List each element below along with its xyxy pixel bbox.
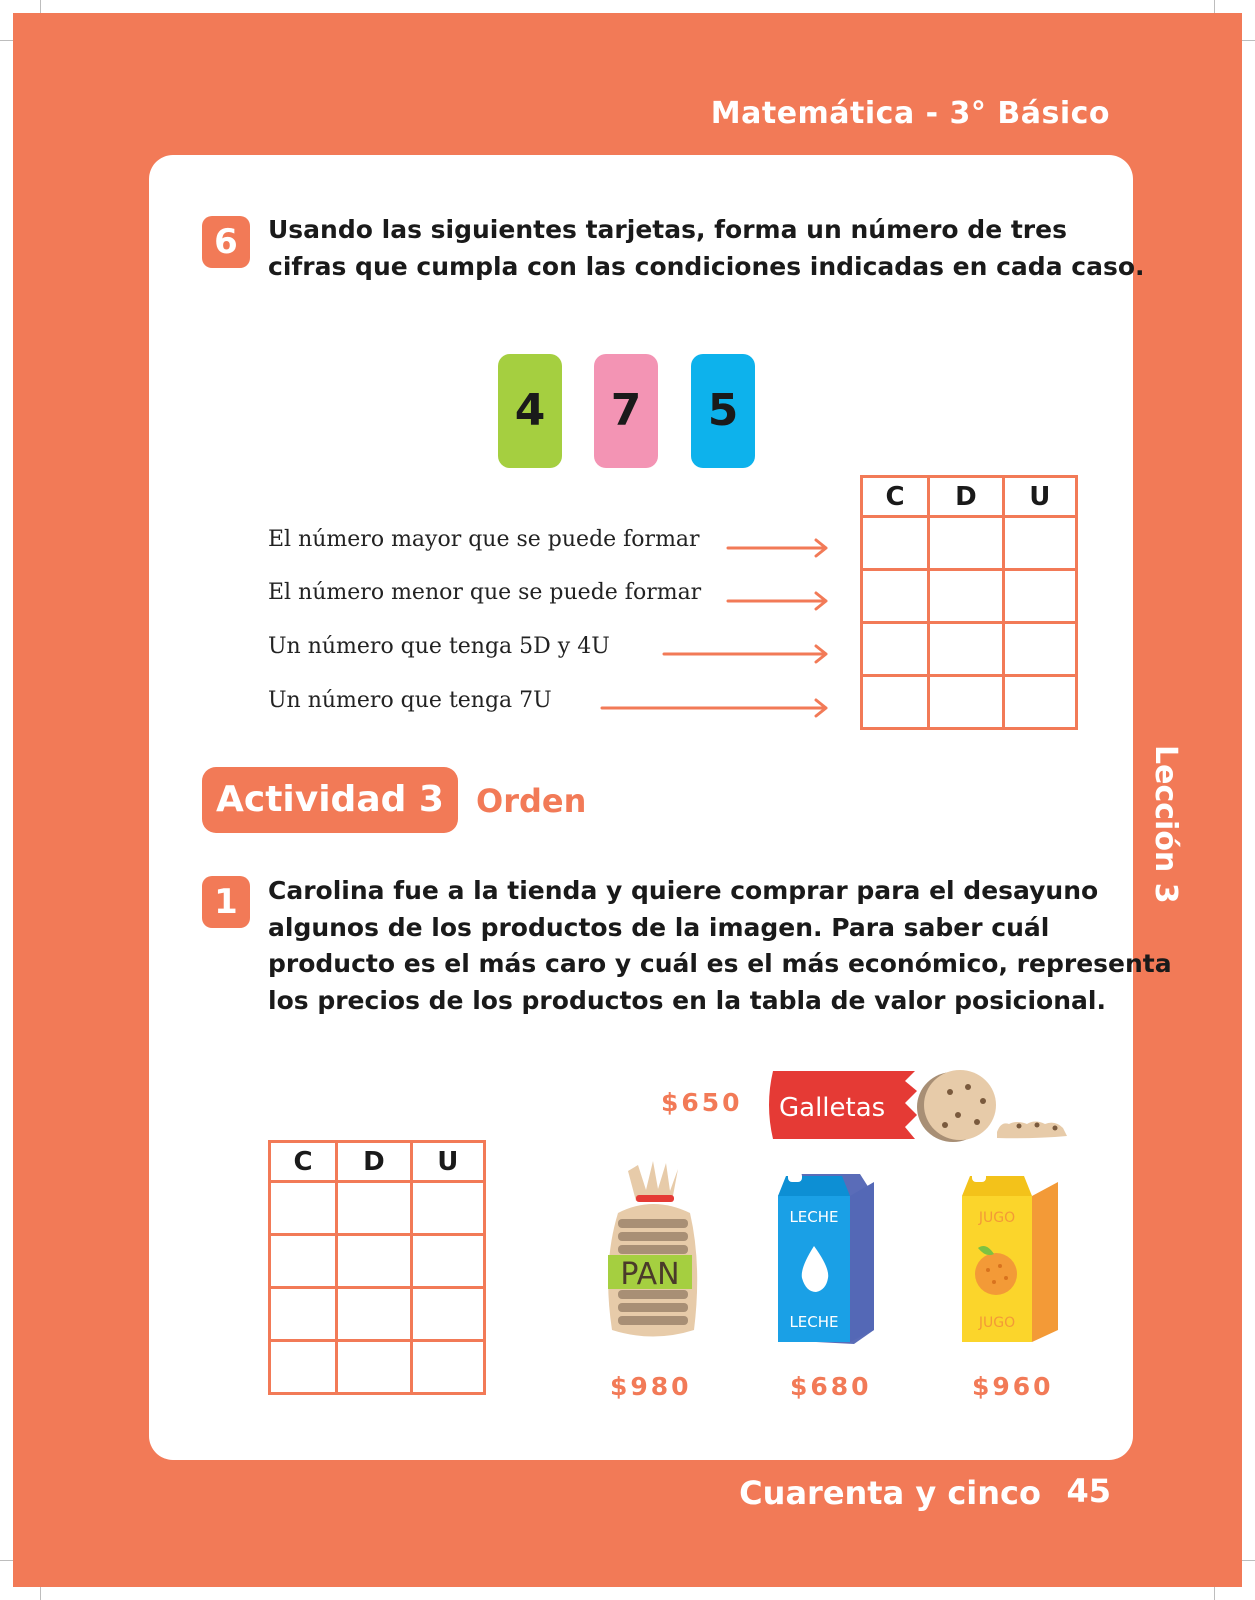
answer-cell[interactable] <box>337 1182 412 1235</box>
table-header-row <box>270 1142 485 1182</box>
price-galletas: $650 <box>661 1088 743 1117</box>
table-header: D <box>929 477 1004 517</box>
condition-text: El número menor que se puede formar <box>268 580 702 605</box>
question-number-badge: 1 <box>202 876 250 928</box>
table-header: C <box>862 477 929 517</box>
footer-page-words: Cuarenta y cinco <box>739 1474 1041 1512</box>
place-value-table <box>860 475 1078 730</box>
question-1-text <box>268 873 1172 1019</box>
condition-text: Un número que tenga 5D y 4U <box>268 634 610 659</box>
page-header-title: Matemática - 3° Básico <box>710 96 1110 131</box>
condition-text: El número mayor que se puede formar <box>268 527 700 552</box>
activity-label: Actividad 3 <box>202 767 458 833</box>
price-leche: $680 <box>790 1372 872 1401</box>
price-jugo: $960 <box>972 1372 1054 1401</box>
question-1-line: algunos de los productos de la imagen. Para saber cuál <box>268 912 1050 942</box>
table-header: D <box>337 1142 412 1182</box>
question-1-line: los precios de los productos en la tabla de valor posicional. <box>268 985 1106 1015</box>
table-row <box>862 570 1077 623</box>
digit-card: 4 <box>498 354 562 468</box>
table-header: U <box>1003 477 1076 517</box>
page-number: 45 <box>1066 1472 1111 1510</box>
question-6-line: cifras que cumpla con las condiciones indicadas en cada caso. <box>268 251 1145 281</box>
answer-cell[interactable] <box>862 570 929 623</box>
answer-cell[interactable] <box>337 1288 412 1341</box>
table-header-row <box>862 477 1077 517</box>
leche-label-top: LECHE <box>789 1208 839 1226</box>
table-header: U <box>411 1142 484 1182</box>
answer-cell[interactable] <box>270 1182 337 1235</box>
galletas-label: Galletas <box>779 1093 886 1123</box>
activity-subtitle: Orden <box>476 782 587 820</box>
answer-cell[interactable] <box>270 1235 337 1288</box>
answer-cell[interactable] <box>862 676 929 729</box>
table-row <box>270 1341 485 1394</box>
table-row <box>270 1288 485 1341</box>
condition-text: Un número que tenga 7U <box>268 688 552 713</box>
table-row <box>862 517 1077 570</box>
question-1-line: producto es el más caro y cuál es el más económico, representa <box>268 949 1172 978</box>
answer-cell[interactable] <box>411 1235 484 1288</box>
arrow-icon <box>662 643 831 665</box>
answer-cell[interactable] <box>929 676 1004 729</box>
table-row <box>862 623 1077 676</box>
table-header: C <box>270 1142 337 1182</box>
answer-cell[interactable] <box>862 517 929 570</box>
table-row <box>270 1182 485 1235</box>
answer-cell[interactable] <box>929 570 1004 623</box>
answer-cell[interactable] <box>411 1341 484 1394</box>
answer-cell[interactable] <box>1003 623 1076 676</box>
answer-cell[interactable] <box>1003 570 1076 623</box>
answer-cell[interactable] <box>337 1341 412 1394</box>
cookies-package-icon <box>765 1065 1080 1147</box>
lesson-side-tab: Lección 3 <box>1148 745 1183 904</box>
arrow-icon <box>726 537 831 559</box>
question-1-line: Carolina fue a la tienda y quiere comprar para el desayuno <box>268 876 1099 905</box>
question-6-text <box>268 212 1145 285</box>
table-row <box>270 1235 485 1288</box>
question-number-badge: 6 <box>202 216 250 268</box>
answer-cell[interactable] <box>337 1235 412 1288</box>
digit-card: 5 <box>691 354 755 468</box>
answer-cell[interactable] <box>411 1182 484 1235</box>
arrow-icon <box>600 697 831 719</box>
question-6-line: Usando las siguientes tarjetas, forma un número de tres <box>268 215 1067 244</box>
leche-label-bottom: LECHE <box>789 1313 839 1331</box>
jugo-label-bottom: JUGO <box>978 1315 1016 1331</box>
table-row <box>862 676 1077 729</box>
answer-cell[interactable] <box>929 517 1004 570</box>
pan-label: PAN <box>620 1257 680 1292</box>
answer-cell[interactable] <box>270 1288 337 1341</box>
digit-card: 7 <box>594 354 658 468</box>
price-pan: $980 <box>610 1372 692 1401</box>
milk-carton-icon <box>778 1172 874 1344</box>
answer-cell[interactable] <box>411 1288 484 1341</box>
answer-cell[interactable] <box>270 1341 337 1394</box>
juice-carton-icon <box>962 1172 1058 1344</box>
answer-cell[interactable] <box>929 623 1004 676</box>
bread-bag-icon <box>598 1155 708 1345</box>
answer-cell[interactable] <box>862 623 929 676</box>
arrow-icon <box>726 590 831 612</box>
answer-cell[interactable] <box>1003 676 1076 729</box>
place-value-table <box>268 1140 486 1395</box>
answer-cell[interactable] <box>1003 517 1076 570</box>
jugo-label-top: JUGO <box>978 1210 1016 1226</box>
